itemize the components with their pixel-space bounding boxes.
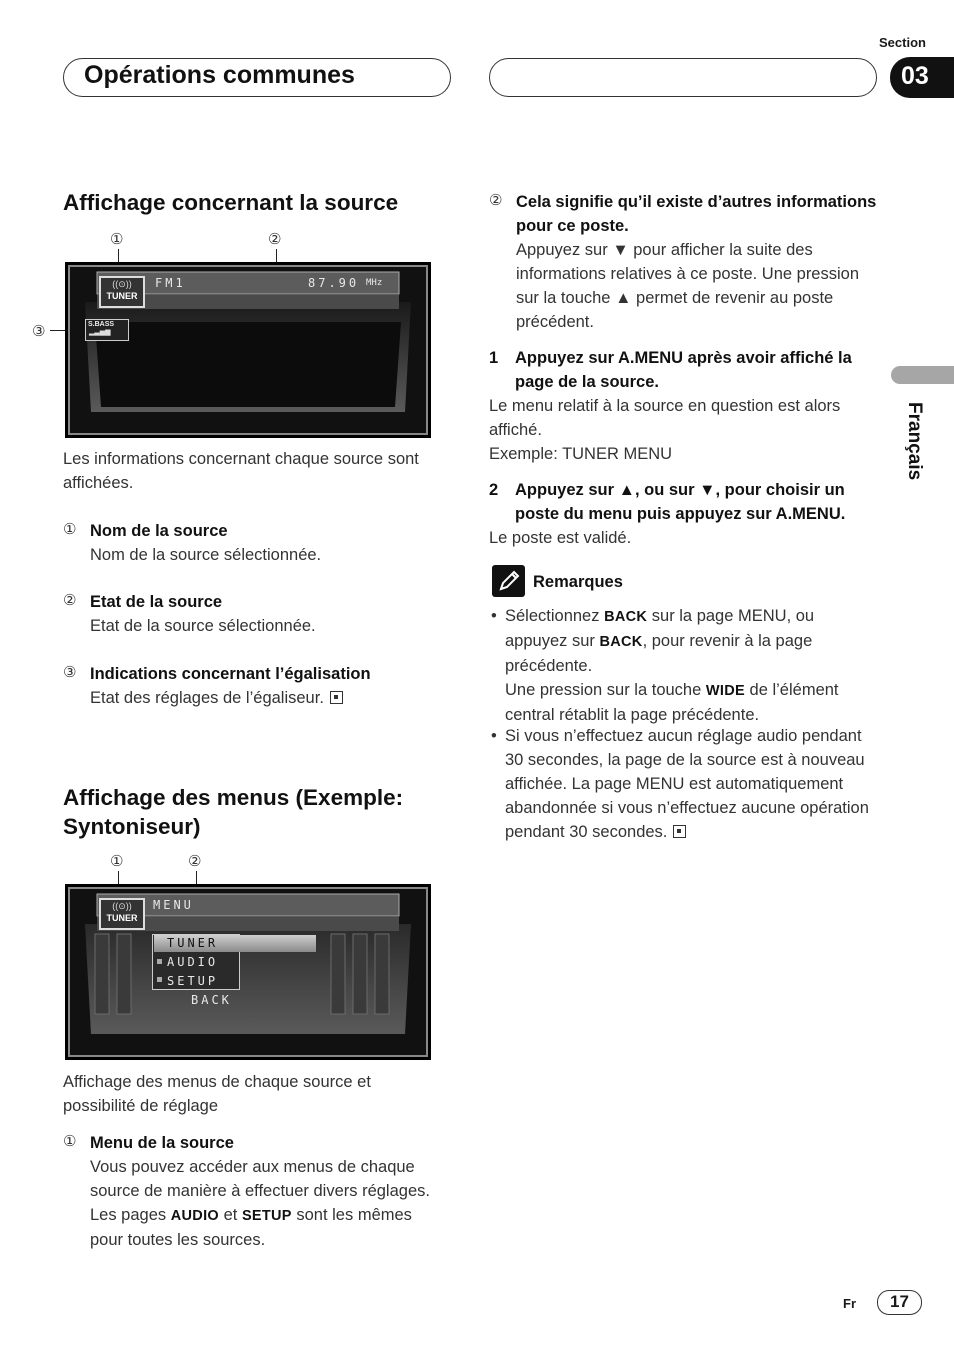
right-item-2-text-a: Appuyez sur (516, 241, 608, 259)
side-tab (891, 366, 954, 384)
item-1-text: Nom de la source sélectionnée. (90, 546, 322, 564)
fig1-callout-1: ① (110, 231, 124, 248)
step-2-down-triangle-icon: ▼ (699, 481, 716, 499)
note-1-text-2 (505, 678, 879, 727)
step-1-example: Exemple: TUNER MENU (489, 445, 673, 463)
step-1-num: 1 (489, 349, 499, 367)
note-1 (489, 604, 879, 727)
fig1-callout-3: ③ (32, 323, 46, 340)
right-item-2-text-b: pour afficher la suite des informations relatives à ce poste. Une pression sur la touche (516, 241, 860, 307)
eq-bars-icon: ▂▃▅▆ (89, 329, 111, 336)
menu-item-back: BACK (191, 993, 232, 1007)
footer-lang: Fr (843, 1296, 856, 1311)
frequency-unit: MHz (366, 278, 383, 288)
item-2-num: ② (63, 592, 77, 609)
end-mark-icon (330, 691, 343, 704)
right-item-2-text (516, 238, 877, 334)
pencil-icon (492, 565, 525, 597)
section-label: Section (879, 35, 926, 50)
step-2 (489, 478, 879, 550)
note-2-text: Si vous n’effectuez aucun réglage audio pendant 30 secondes, la page de la source est à nouveau affichée. La page MENU est automatiquement abandonnée si vous n’effectuez aucune opération pendant 30 secondes. (505, 727, 869, 841)
step-1-title: Appuyez sur A.MENU après avoir affiché la page de la source. (515, 349, 852, 391)
source-label: FM1 (155, 276, 186, 290)
heading-menus-line2: Syntoniseur) (63, 814, 201, 839)
menu-item-1-text-a: Vous pouvez accéder aux menus de chaque source de manière à effectuer divers réglages. Les pages (90, 1158, 430, 1224)
item-3-title: Indications concernant l’égalisation (90, 665, 371, 683)
note-1-text (505, 604, 879, 678)
menu-item-1-text-c: sont les mêmes pour toutes les sources. (90, 1206, 412, 1249)
note-1-text-c: , pour revenir à la page précédente. (505, 632, 813, 675)
menu-antenna-icon: ((⊙)) (112, 901, 132, 911)
heading-source-display: Affichage concernant la source (63, 190, 399, 215)
menu-item-1 (63, 1131, 447, 1252)
menu-item-1-title: Menu de la source (90, 1134, 234, 1152)
menu-intro: Affichage des menus de chaque source et possibilité de réglage (63, 1073, 371, 1115)
up-triangle-icon: ▲ (615, 289, 632, 307)
step-2-title-a: Appuyez sur (515, 481, 615, 499)
notes-pencil-icon (492, 565, 525, 597)
eq-indicator (85, 319, 129, 341)
item-3 (63, 662, 443, 710)
menu-item-setup: SETUP (167, 974, 219, 988)
step-2-title-c: , pour choisir un poste du menu puis appuyez sur A.MENU. (515, 481, 846, 523)
right-item-2-title: Cela signifie qu’il existe d’autres informations pour ce poste. (516, 193, 877, 235)
heading-menus (63, 783, 403, 841)
down-triangle-icon: ▼ (612, 241, 629, 259)
note-2-text-wrap (505, 724, 879, 844)
fig1-callout-2: ② (268, 231, 282, 248)
item-2-text: Etat de la source sélectionnée. (90, 617, 316, 635)
note-1-text-e: de l’élément central rétablit la page précédente. (505, 681, 839, 724)
header-empty-frame (489, 58, 877, 97)
section-number-badge (890, 57, 954, 98)
right-item-2-num: ② (489, 192, 503, 209)
menu-item-tuner: TUNER (167, 936, 219, 950)
item-1-title: Nom de la source (90, 522, 228, 540)
source-intro: Les informations concernant chaque source sont affichées. (63, 450, 419, 492)
keyword-setup: SETUP (241, 1208, 292, 1224)
item-3-text: Etat des réglages de l’égaliseur. (90, 689, 324, 707)
step-2-text: Le poste est validé. (489, 529, 632, 547)
item-3-num: ③ (63, 664, 77, 681)
frequency-readout: 87.90 (308, 276, 360, 290)
item-3-text-line (90, 686, 443, 710)
source-display-screen (65, 262, 431, 438)
note-1-bullet: • (491, 607, 497, 625)
step-2-title-b: , ou sur (634, 481, 695, 499)
keyword-back: BACK (604, 609, 648, 625)
tuner-logo (99, 276, 145, 308)
notes-title: Remarques (533, 573, 623, 591)
menu-item-audio: AUDIO (167, 955, 219, 969)
note-2 (489, 724, 879, 844)
menu-item-1-num: ① (63, 1133, 77, 1150)
fig2-callout-2: ② (188, 853, 202, 870)
menu-item-1-text-b: et (223, 1206, 238, 1224)
right-item-2 (489, 190, 877, 334)
tuner-logo-text: TUNER (106, 291, 138, 301)
note-1-text-b: sur la page MENU, ou appuyez sur (505, 607, 815, 650)
note-1-text-d: Une pression sur la touche (505, 681, 702, 699)
item-2 (63, 590, 443, 638)
keyword-wide: WIDE (705, 683, 745, 699)
step-1-text: Le menu relatif à la source en question est alors affiché. (489, 397, 841, 439)
page-number: 17 (890, 1292, 909, 1311)
menu-item-audio-marker-icon (157, 959, 162, 964)
item-2-title: Etat de la source (90, 593, 223, 611)
step-1 (489, 346, 879, 466)
keyword-audio: AUDIO (170, 1208, 219, 1224)
item-1 (63, 519, 443, 567)
step-2-num: 2 (489, 481, 499, 499)
step-2-title (515, 478, 879, 526)
side-tab-language: Français (904, 402, 925, 481)
page-title: Opérations communes (84, 61, 355, 89)
eq-label: S.BASS (88, 321, 115, 328)
menu-tuner-logo-text: TUNER (106, 913, 138, 923)
step-2-up-triangle-icon: ▲ (618, 481, 635, 499)
fig2-callout-1: ① (110, 853, 124, 870)
menu-tuner-logo (99, 898, 145, 930)
menu-display-screen (65, 884, 431, 1060)
heading-menus-line1: Affichage des menus (Exemple: (63, 785, 404, 810)
menu-label: MENU (153, 898, 194, 912)
menu-item-1-text (90, 1155, 447, 1252)
antenna-icon: ((⊙)) (112, 279, 132, 289)
right-item-2-text-c: permet de revenir au poste précédent. (516, 289, 834, 331)
note-1-text-a: Sélectionnez (505, 607, 600, 625)
menu-item-setup-marker-icon (157, 977, 162, 982)
note-2-bullet: • (491, 727, 497, 745)
section-number: 03 (901, 62, 929, 90)
item-1-num: ① (63, 521, 77, 538)
end-mark-icon-2 (673, 825, 686, 838)
keyword-back-2: BACK (599, 634, 643, 650)
page-number-frame (877, 1290, 922, 1315)
